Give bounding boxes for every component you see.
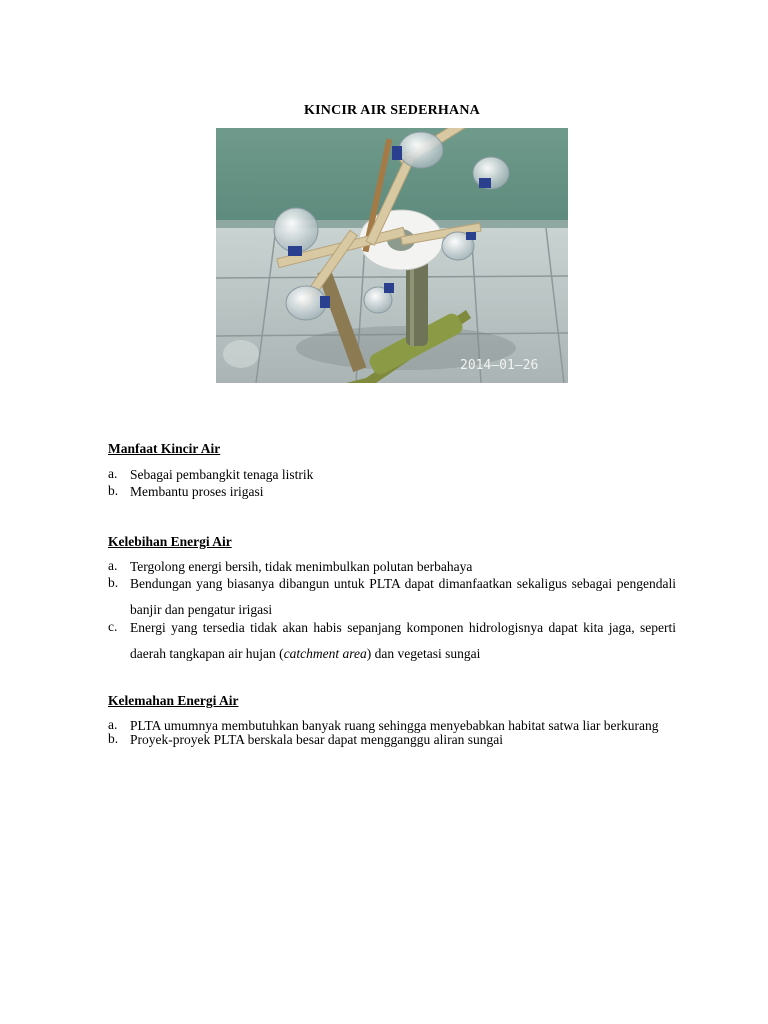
italic-term: catchment area <box>283 646 367 661</box>
list-marker: b. <box>108 731 119 746</box>
list-marker: a. <box>108 466 118 481</box>
waterwheel-photo <box>216 128 568 383</box>
list-item-text: Proyek-proyek PLTA berskala besar dapat mengganggu aliran sungai <box>130 732 503 747</box>
list-manfaat <box>108 466 676 500</box>
text-segment: Energi yang tersedia tidak akan habis sepanjang komponen hidrologisnya dapat kita jaga, seperti daerah tangkapan air hujan ( <box>130 620 676 661</box>
page-title: KINCIR AIR SEDERHANA <box>304 103 480 118</box>
list-item-text: Sebagai pembangkit tenaga listrik <box>130 467 314 482</box>
section-heading-kelebihan: Kelebihan Energi Air <box>108 534 232 549</box>
list-item-text <box>130 615 676 667</box>
list-item-text: Membantu proses irigasi <box>130 484 264 499</box>
section-heading-manfaat: Manfaat Kincir Air <box>108 441 221 456</box>
section-heading-kelemahan: Kelemahan Energi Air <box>108 693 239 708</box>
list-item <box>108 483 676 500</box>
list-item-text: Tergolong energi bersih, tidak menimbulkan polutan berbahaya <box>130 559 473 574</box>
list-marker: a. <box>108 717 118 732</box>
list-item <box>108 731 676 748</box>
photo-timestamp: 2014–01–26 <box>460 358 539 373</box>
list-marker: a. <box>108 558 118 573</box>
list-item <box>108 466 676 483</box>
list-kelebihan <box>108 558 676 667</box>
list-item-text: PLTA umumnya membutuhkan banyak ruang sehingga menyebabkan habitat satwa liar berkurang <box>130 718 659 733</box>
list-marker: c. <box>108 619 118 634</box>
text-segment: ) dan vegetasi sungai <box>366 646 481 661</box>
list-item-text: Bendungan yang biasanya dibangun untuk PLTA dapat dimanfaatkan sekaligus sebagai pengendali banjir dan pengatur irigasi <box>130 576 676 617</box>
list-marker: b. <box>108 483 119 498</box>
list-kelemahan <box>108 713 676 748</box>
list-item <box>108 615 676 667</box>
list-marker: b. <box>108 575 119 590</box>
